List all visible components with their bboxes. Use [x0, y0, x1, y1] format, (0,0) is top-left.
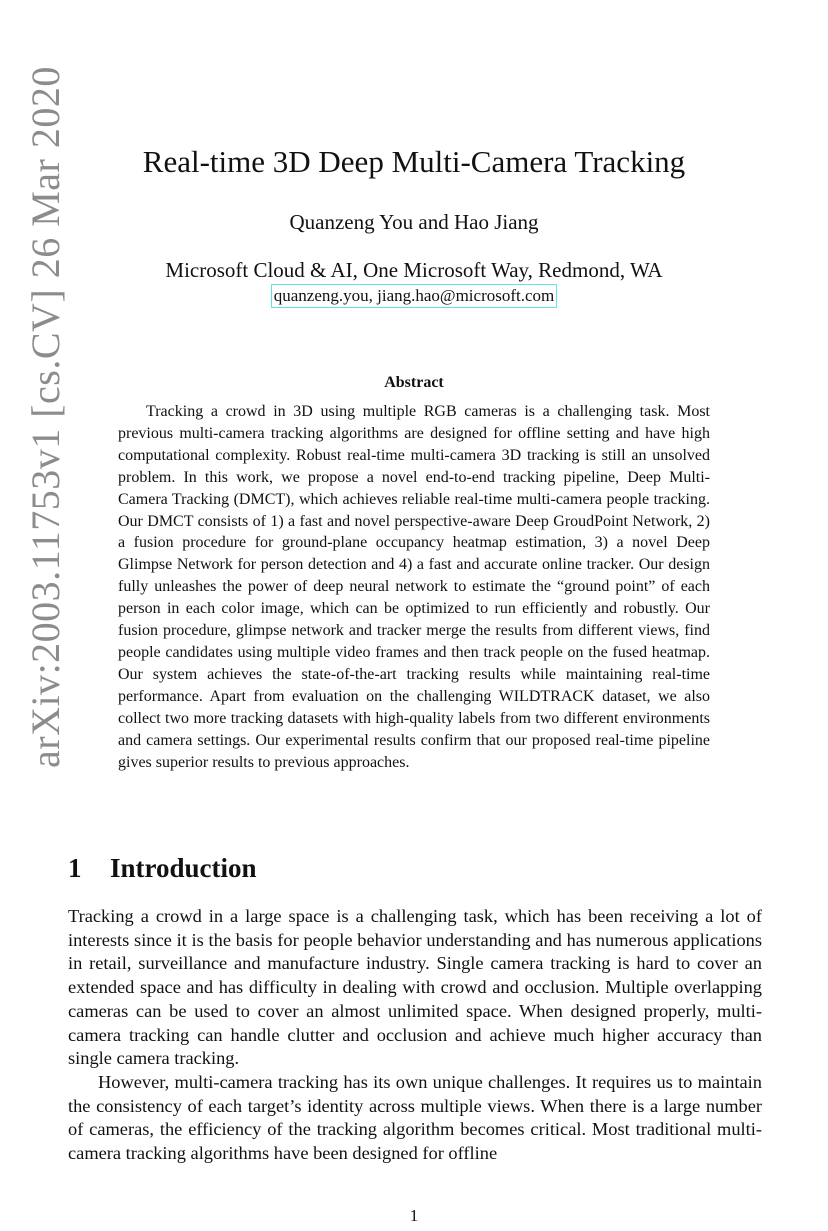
abstract-heading: Abstract	[384, 374, 444, 391]
arxiv-identifier-stamp: arXiv:2003.11753v1 [cs.CV] 26 Mar 2020	[23, 66, 68, 768]
author-names: Quanzeng You and Hao Jiang	[289, 210, 539, 234]
page-number: 1	[409, 1206, 419, 1225]
author-email-link[interactable]: quanzeng.you, jiang.hao@microsoft.com	[271, 284, 558, 308]
intro-paragraph: Tracking a crowd in a large space is a challenging task, which has been receiving a lot of interests since it is the basis for people behavior understanding and has numerous applications in retail, surveillance and manufacture industry. Single camera tracking is hard to cover an extended space and has difficulty in dealing with crowd and occlusion. Multiple overlapping cameras can be used to cover an almost unlimited space. When designed properly, multi-camera tracking can handle clutter and occlusion and achieve much higher accuracy than single camera tracking.	[68, 906, 762, 1069]
paper-title: Real-time 3D Deep Multi-Camera Tracking	[142, 144, 686, 179]
section-number: 1	[68, 853, 82, 883]
section-title: Introduction	[110, 853, 257, 883]
introduction-body	[68, 905, 762, 1166]
email-container	[0, 284, 828, 308]
section-heading-introduction	[68, 850, 257, 886]
abstract-text: Tracking a crowd in 3D using multiple RGB cameras is a challenging task. Most previous multi-camera tracking algorithms are designed for offline setting and have high computational complexity. Robust real-time multi-camera 3D tracking is still an unsolved problem. In this work, we propose a novel end-to-end tracking pipeline, Deep Multi-Camera Tracking (DMCT), which achieves reliable real-time multi-camera people tracking. Our DMCT consists of 1) a fast and novel perspective-aware Deep GroudPoint Network, 2) a fusion procedure for ground-plane occupancy heatmap estimation, 3) a novel Deep Glimpse Network for person detection and 4) a fast and accurate online tracker. Our design fully unleashes the power of deep neural network to estimate the “ground point” of each person in each color image, which can be optimized to run efficiently and robustly. Our fusion procedure, glimpse network and tracker merge the results from different views, find people candidates using multiple video frames and then track people on the fused heatmap. Our system achieves the state-of-the-art tracking results while maintaining real-time performance. Apart from evaluation on the challenging WILDTRACK dataset, we also collect two more tracking datasets with high-quality labels from two different environments and camera settings. Our experimental results confirm that our proposed real-time pipeline gives superior results to previous approaches.	[118, 403, 710, 771]
intro-paragraph: However, multi-camera tracking has its own unique challenges. It requires us to maintain the consistency of each target’s identity across multiple views. When there is a large number of cameras, the efficiency of the tracking algorithm becomes critical. Most traditional multi-camera tracking algorithms have been designed for offline	[68, 1071, 762, 1164]
author-affiliation: Microsoft Cloud & AI, One Microsoft Way, Redmond, WA	[165, 258, 663, 282]
